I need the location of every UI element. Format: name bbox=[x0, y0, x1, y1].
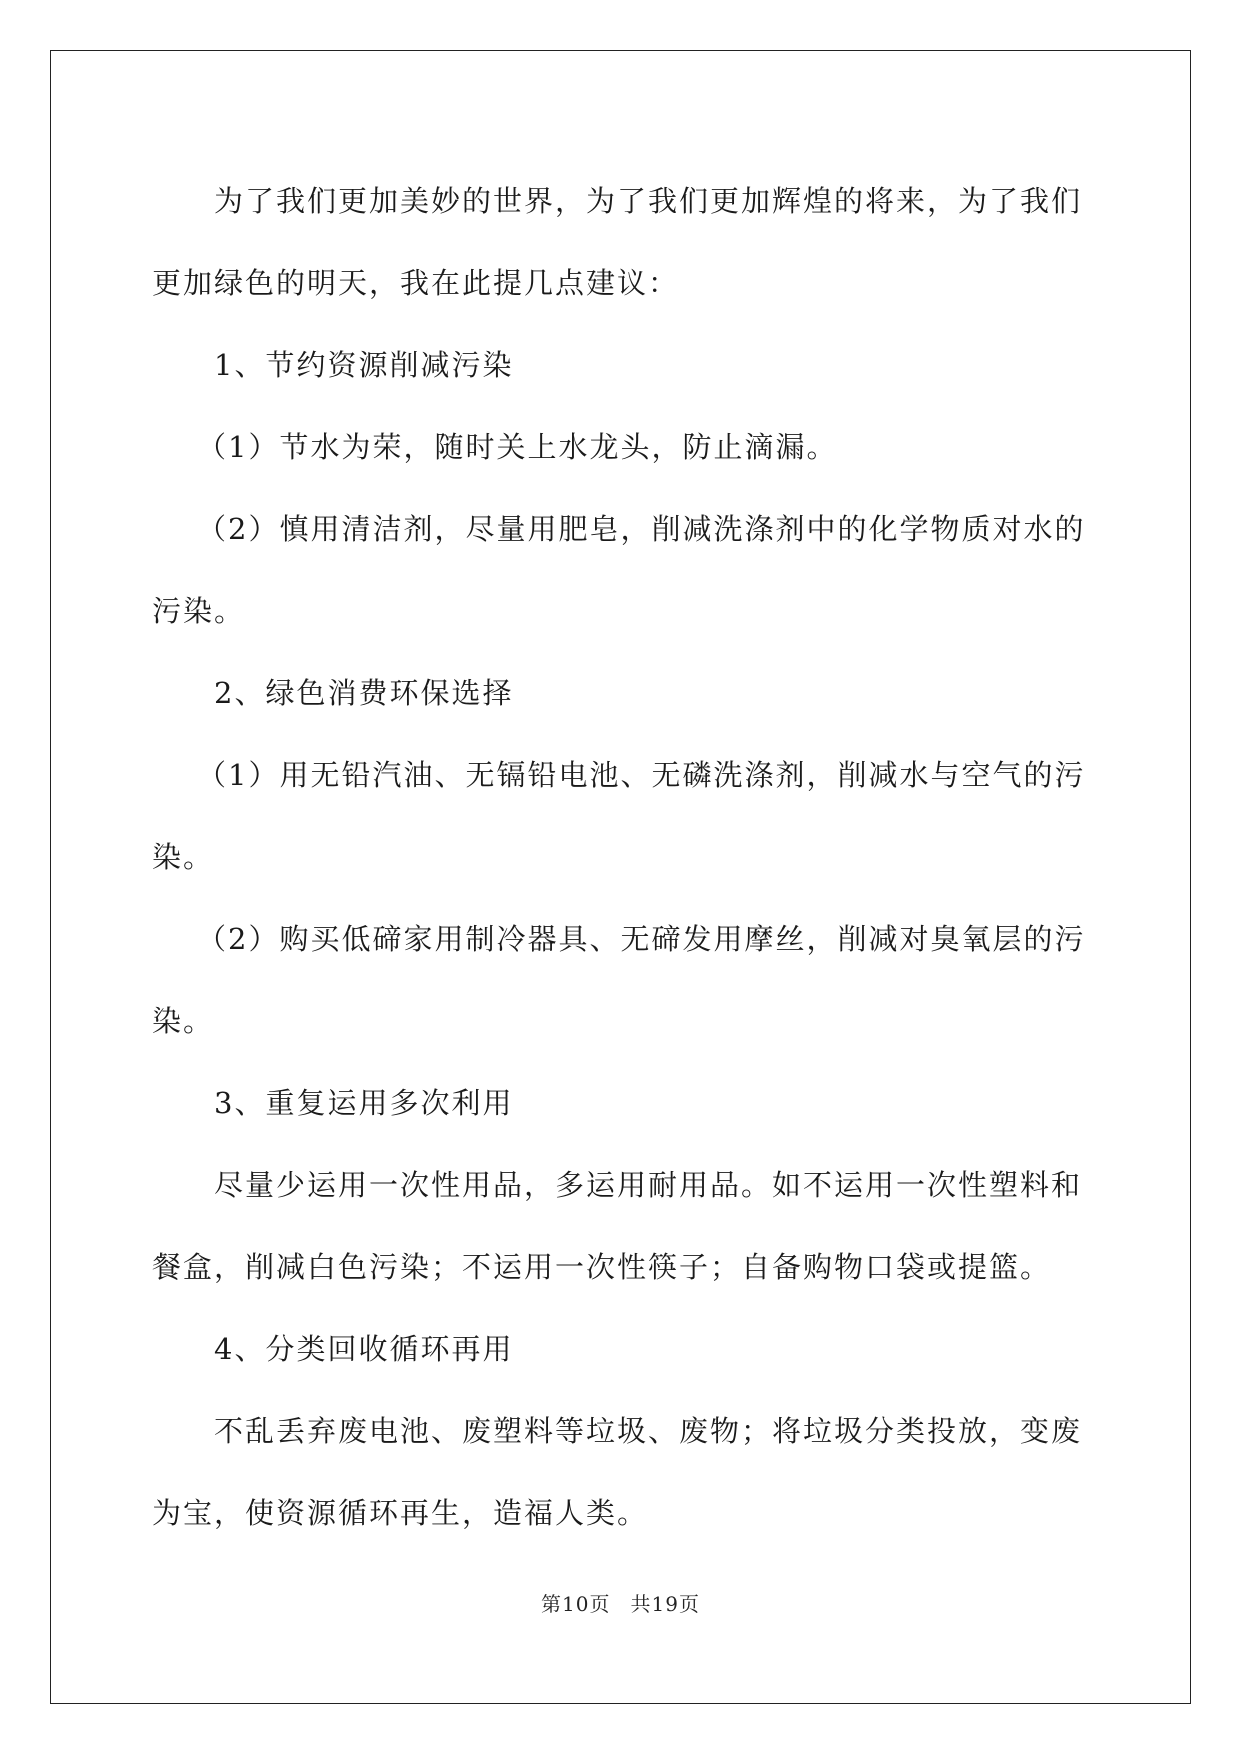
current-page-number: 第10页 bbox=[541, 1592, 611, 1616]
paragraph-line: 染。 bbox=[152, 1004, 215, 1038]
section-heading-1: 1、节约资源削减污染 bbox=[214, 348, 514, 382]
page-footer bbox=[0, 1588, 1241, 1617]
list-item: （2）慎用清洁剂，尽量用肥皂，削减洗涤剂中的化学物质对水的 bbox=[197, 512, 1086, 546]
paragraph-line: 染。 bbox=[152, 840, 215, 874]
paragraph-line: 餐盒，削减白色污染；不运用一次性筷子；自备购物口袋或提篮。 bbox=[152, 1250, 1052, 1284]
paragraph-line: 为宝，使资源循环再生，造福人类。 bbox=[152, 1496, 649, 1530]
paragraph-line: 不乱丢弃废电池、废塑料等垃圾、废物；将垃圾分类投放，变废 bbox=[214, 1414, 1083, 1448]
section-heading-3: 3、重复运用多次利用 bbox=[214, 1086, 514, 1120]
total-page-count: 共19页 bbox=[630, 1592, 700, 1616]
paragraph-line: 更加绿色的明天，我在此提几点建议： bbox=[152, 266, 680, 300]
list-item: （2）购买低碲家用制冷器具、无碲发用摩丝，削减对臭氧层的污 bbox=[197, 922, 1086, 956]
paragraph-line: 尽量少运用一次性用品，多运用耐用品。如不运用一次性塑料和 bbox=[214, 1168, 1083, 1202]
paragraph-line: 为了我们更加美妙的世界，为了我们更加辉煌的将来，为了我们 bbox=[214, 184, 1083, 218]
list-item: （1）用无铅汽油、无镉铅电池、无磷洗涤剂，削减水与空气的污 bbox=[197, 758, 1086, 792]
paragraph-line: 污染。 bbox=[152, 594, 246, 628]
document-body bbox=[152, 160, 1092, 1554]
list-item: （1）节水为荣，随时关上水龙头，防止滴漏。 bbox=[197, 430, 838, 464]
section-heading-4: 4、分类回收循环再用 bbox=[214, 1332, 514, 1366]
section-heading-2: 2、绿色消费环保选择 bbox=[214, 676, 514, 710]
